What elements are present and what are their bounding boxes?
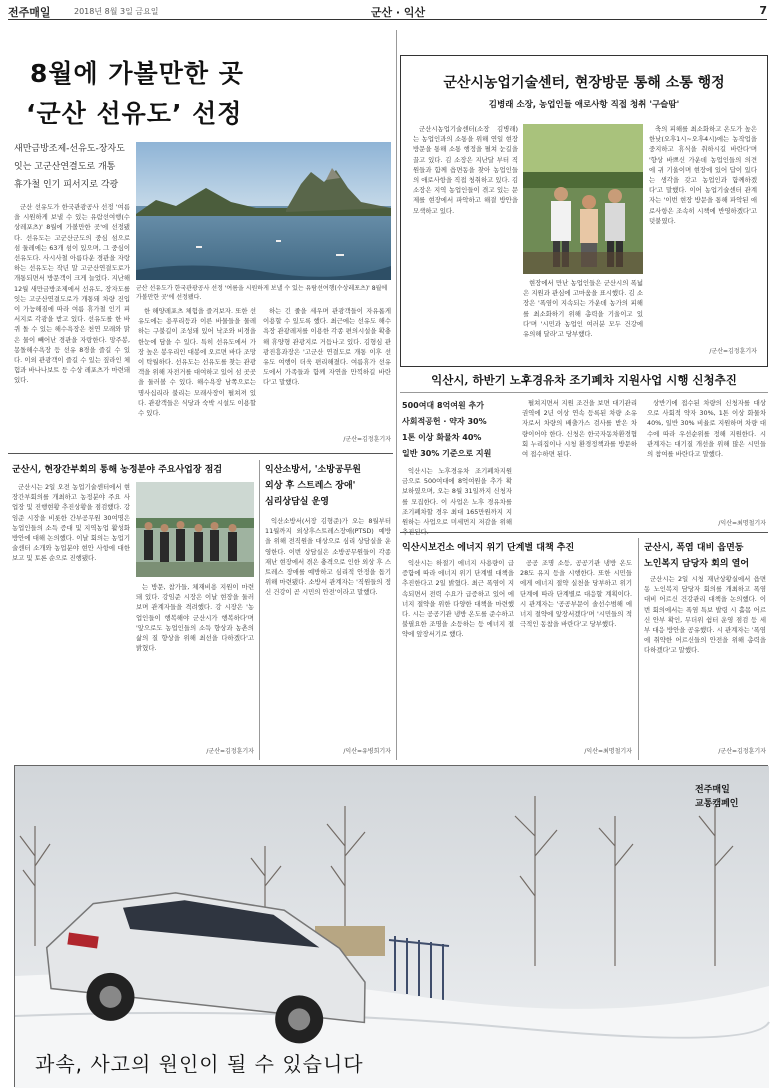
- campaign-brand: 전주매일: [695, 785, 730, 795]
- body-text: 군산시는 2일 시청 재난상황실에서 읍면동 노인복지 담당자 회의를 개최하고 폭염 대비 어르신 건강관리 대책을 논의했다. 이번 회의에서는 폭염 특보 발령 시 홀몸 어르신 안부 확인, 무더위 쉼터 운영 점검 등 세부 대응 방안을 공유했다. 시 관계자는 '폭염에 취약한 어르신들의 안전을 위해 총력을 다하겠다'고 말했다.: [644, 575, 766, 655]
- article-col-2: [136, 582, 254, 742]
- headline: 익산시, 하반기 노후경유차 조기폐차 지원사업 시행 신청추진: [431, 373, 737, 387]
- article-agri-center: [400, 55, 768, 367]
- article-col-1: [265, 516, 391, 742]
- article-col-2: [522, 398, 637, 526]
- headline-line1: 익산소방서, '소방공무원: [265, 465, 361, 475]
- body-text: 군산시는 2일 오전 농업기술센터에서 현장간부회의를 개최하고 농정분야 주요 사업장 및 진행현황 추진상황을 점검했다. 강임준 시장을 비롯한 간부공무원 30여명은 농업인들의 소득 증대 및 지역농업 활성화 방안에 대해 논의했다. 이날 회의는 농업기술센터 소개와 농업분야 현안 사항에 대한 보고 및 토론 순으로 진행됐다.: [12, 483, 130, 563]
- headline-line1: 8월에 가볼만한 곳: [30, 59, 244, 88]
- article-col-2: [138, 306, 256, 440]
- article-energy: [400, 538, 635, 760]
- campaign-label: 교통캠페인: [695, 799, 739, 809]
- subheadline: 김병래 소장, 농업인들 애로사항 직접 청취 '구슬땀': [488, 100, 680, 110]
- byline: /군산=김정훈기자: [206, 748, 254, 755]
- body-text: 공공 조명 소등, 공공기관 냉방 온도 28도 유지 등을 시행한다. 또한 시민들에게 에너지 절약 실천을 당부하고 위기 단계에 따라 단계별로 대응할 계획이다. 시 관계자는 '공공부문이 솔선수범해 에너지 절약에 앞장서겠다'며 '시민들의 적극적인 동참을 바란다'고 당부했다.: [520, 559, 632, 629]
- headline-line2: ‘군산 선유도’ 선정: [26, 99, 243, 128]
- article-col-1: [12, 482, 130, 754]
- body-text: 익산시는 노후경유차 조기폐차지원 금으로 500여대에 8억여원을 추가 확보하였으며, 오는 8월 31일까지 신청자를 모집한다. 이 사업은 노후 경유차를 조기폐차할 경우 최대 165만원까지 지원하는 사업으로 미세먼지 저감을 위해 추진된다.: [402, 467, 512, 537]
- section-title: 군산 · 익산: [370, 6, 426, 19]
- article-col-1: [413, 124, 518, 356]
- article-col-1: [402, 466, 512, 537]
- traffic-campaign-ad: [14, 765, 768, 1087]
- byline: /군산=김정훈기자: [718, 748, 766, 755]
- article-col-3: [263, 306, 391, 430]
- body-text: 군산 선유도가 한국관광공사 선정 '여름을 시원하게 보낼 수 있는 유람선여행(수상레포츠)' 8월에 가볼만한 곳'에 선정됐다. 선유도는 고군산군도의 중심 섬으로 섬 둘레에는 63개 섬이 있으며, 그 중심이 선유도다. 사시사철 아름다운 경관을 자랑하는 선유도는 작년 말 고군산연결도로가 개통되면서 방문객이 크게 늘었다. 지난해 12월 새만금방조제에서 선유도, 장자도를 잇는 고군산연결도로가 개통돼 차량 진입이 가능해짐에 따라 여름 휴가철 인기 피서지로 각광을 받고 있다. 선유도를 한 바퀴 돌 수 있는 해수욕장은 천연 모래와 맑은 물이 빼어난 경관을 자랑한다. 망주봉, 몽돌해수욕장 등 선유 8경을 즐길 수 있다. 이외 관광객이 즐길 수 있는 짚라인 체험과 바나나보트 등 수상 레포츠가 마련돼 있다.: [14, 203, 130, 385]
- article-seonyudo: [8, 30, 393, 450]
- body-text: 상반기에 접수된 차량의 신청자를 대상으로 사회적 약자 30%, 1톤 이상 화물차 40%, 일반 30% 비율로 지원하며 차량 대수에 따라 우선순위를 정해 지원한다. 시 관계자는 대기질 개선을 위해 많은 시민들의 참여를 바란다고 말했다.: [647, 399, 766, 459]
- article-col-1: [14, 202, 130, 440]
- article-diesel-car: [400, 372, 768, 537]
- article-col-1: [644, 574, 766, 744]
- crash-scene-photo: [15, 766, 769, 1088]
- photo-seonyudo: [136, 142, 391, 280]
- point-3: 1톤 이상 화물차 40%: [402, 433, 482, 442]
- subhead-3: 휴가철 인기 피서지로 각광: [14, 180, 119, 190]
- photo-visit: [523, 124, 643, 274]
- headline-line1: 군산시, 폭염 대비 읍면동: [644, 543, 744, 553]
- issue-date: 2018년 8월 3일 금요일: [74, 7, 159, 16]
- headline-line2: 외상 후 스트레스 장애': [265, 481, 356, 491]
- body-text: 현장에서 만난 농업인들은 군산시의 폭넓은 지원과 관심에 고마움을 표시했다. 김 소장은 '폭염이 지속되는 가운데 농가의 피해를 최소화하기 위해 총력을 기울이고 있다'며 '시민과 농업인 여러분 모두 건강에 유의해 달라'고 당부했다.: [523, 279, 643, 339]
- subhead-2: 잇는 고군산연결도로 개통: [14, 162, 116, 172]
- article-heatwave: [642, 538, 768, 760]
- byline: /군산=김정훈기자: [343, 436, 391, 443]
- byline: /익산=최명철기자: [718, 520, 766, 527]
- headline-line3: 심리상담실 운영: [265, 497, 329, 507]
- body-text: 축의 피해를 최소화하고 온도가 높은 한낮(오후1시~오후4시)에는 농작업을 중지하고 휴식을 취하시길 바란다'며 '향상 바쁘신 가운데 농업인들의 의견에 귀 기울이며 현장에 있어 답이 있다는 생각을 갖고 농업인과 함께하겠다'고 말했다. 이어 농업기술센터 관계자는 '이번 현장 방문을 통해 파악된 애로사항은 조속히 시책에 반영하겠다'고 덧붙였다.: [649, 125, 757, 225]
- page-header: [8, 4, 767, 20]
- article-field-meeting: [8, 460, 256, 760]
- body-text: 펼쳐지면서 지원 조건을 보면 대기관리권역에 2년 이상 연속 등록된 차량 소유자로서 차량의 배출가스 검사를 받은 차량이어야 한다. 신청은 한국자동차환경협회 누리집이나 시청 환경정책과를 방문하여 접수하면 된다.: [522, 399, 637, 459]
- article-fire-station: [263, 460, 393, 760]
- headline: 군산시, 현장간부회의 통해 농정분야 주요사업장 점검: [12, 465, 223, 475]
- photo-caption: 군산 선유도가 한국관광공사 선정 '여름을 시원하게 보낼 수 있는 유람선여행(수상레포츠)' 8월에 가볼만한 곳'에 선정됐다.: [136, 285, 388, 301]
- article-col-1: [402, 558, 514, 754]
- island-photo: [136, 142, 391, 280]
- body-text: 군산시농업기술센터(소장 김병래)는 농업인과의 소통을 위해 연일 현장방문을 통해 소통 행정을 펼쳐 눈길을 끌고 있다. 김 소장은 지난달 부터 직원들과 함께 읍면동을 찾아 농업인들의 애로사항을 직접 청취하고 있다. 김 소장은 지역 농업인들이 겪고 있는 문제를 현장에서 파악하고 해결 방안을 모색하고 있다.: [413, 125, 518, 215]
- headline-line2: 노인복지 담당자 회의 열어: [644, 559, 750, 569]
- body-text: 하는 긴 줄을 세우며 관광객들이 자유롭게 이용할 수 있도록 했다. 최근에는 선유도 해수욕장 관광레저를 이용한 각종 편의시설을 확충해 휴양형 관광지로 거듭나고 있다. 김형심 관광진흥과장은 '고군산 연결도로 개통 이후 선유도 여행이 더욱 편리해졌다. 여름휴가 선유도에서 가족들과 함께 자연을 만끽하길 바란다'고 말했다.: [263, 307, 391, 387]
- field-visit-photo: [523, 124, 643, 274]
- byline: /익산=최명철기자: [584, 748, 632, 755]
- photo-meeting: [136, 482, 254, 577]
- byline: /군산=김정훈기자: [709, 348, 757, 355]
- page-number: 7: [759, 4, 767, 17]
- article-col-3: [647, 398, 766, 516]
- point-1: 500여대 8억여원 추가: [402, 401, 484, 410]
- headline: 익산시보건소 에너지 위기 단계별 대책 추진: [402, 543, 575, 553]
- paper-name: 전주매일: [8, 6, 51, 19]
- subhead-1: 새만금방조제-선유도-장자도: [14, 144, 125, 154]
- point-2: 사회적공헌 · 약자 30%: [402, 417, 487, 426]
- point-4: 일반 30% 기준으로 지원: [402, 449, 492, 458]
- campaign-slogan: 과속, 사고의 원인이 될 수 있습니다: [35, 1052, 364, 1076]
- body-text: 한 해양레포츠 체험을 즐겨보자. 또한 선유도에는 용푸리등과 이른 바물들을 물레하는 구불길이 조성돼 있어 낙조와 비경을 한눈에 담을 수 있다. 특히 선유도에서 가장 높은 봉우리인 대봉에 오르면 바다 조망이 탁월하다. 선유도는 선유도를 찾는 관광객을 위해 자전거를 대여하고 있어 섬 곳곳을 둘러볼 수 있다. 해수욕장 남쪽으로는 명사십리라 불리는 모래사장이 펼쳐져 있다. 관광객들은 식당과 숙박 시설도 이용할 수 있다.: [138, 307, 256, 418]
- article-col-2: [523, 278, 643, 358]
- article-col-2: [520, 558, 632, 744]
- body-text: 익산시는 하절기 에너지 사용량이 급증함에 따라 에너지 위기 단계별 대책을 추진한다고 2일 밝혔다. 최근 폭염이 지속되면서 전력 수요가 급증하고 있어 에너지 절약을 위한 다양한 대책을 마련했다. 시는 공공기관 냉방 온도를 준수하고 불필요한 조명을 소등하는 등 에너지 절약에 앞장서기로 했다.: [402, 559, 514, 639]
- byline: /익산=유병희기자: [343, 748, 391, 755]
- headline: 군산시농업기술센터, 현장방문 통해 소통 행정: [443, 75, 725, 91]
- article-col-3: [649, 124, 757, 342]
- meeting-photo: [136, 482, 254, 577]
- body-text: 익산소방서(서장 김형준)가 오는 8월부터 11월까지 외상후스트레스장애(PTSD) 예방을 위해 전직원을 대상으로 심리 상담실을 운영한다. 이번 상담실은 소방공무원들이 각종 재난 현장에서 겪은 충격으로 인한 외상 후 스트레스 장애를 예방하고 심리적 안정을 돕기 위해 마련됐다. 소방서 관계자는 '직원들의 정신 건강이 곧 시민의 안전'이라고 말했다.: [265, 517, 391, 597]
- body-text: 는 방문, 참가들, 체재비용 지원이 마련돼 있다. 강임준 시장은 이날 현장을 둘러보며 관계자들을 격려했다. 강 시장은 '농업인들이 행복해야 군산시가 행복하다'며 '앞으로도 농업인들의 소득 향상과 농촌의 삶의 질 향상을 위해 최선을 다하겠다'고 밝혔다.: [136, 583, 254, 653]
